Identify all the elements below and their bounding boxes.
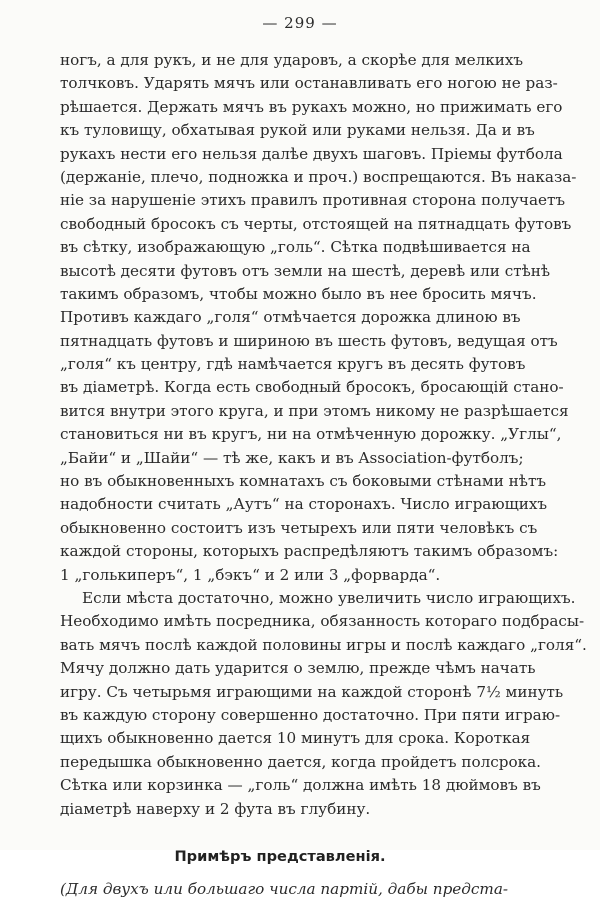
- text-line: Необходимо имѣть посредника, обязанность котораго подбрасы-: [60, 612, 585, 631]
- text-line: къ туловищу, обхатывая рукой или руками нельзя. Да и въ: [60, 121, 535, 140]
- text-line: каждой стороны, которыхъ распредѣляютъ такимъ образомъ:: [60, 542, 559, 561]
- text-line: 1 „голькиперъ“, 1 „бэкъ“ и 2 или 3 „форварда“.: [60, 565, 441, 584]
- text-line: Противъ каждаго „голя“ отмѣчается дорожка длиною въ: [60, 308, 521, 327]
- text-line: въ діаметрѣ. Когда есть свободный бросокъ, бросающій стано-: [60, 378, 564, 397]
- text-line: рукахъ нести его нельзя далѣе двухъ шаговъ. Пріемы футбола: [60, 144, 563, 163]
- text-line: вится внутри этого круга, и при этомъ никому не разрѣшается: [60, 401, 569, 420]
- italic-subline: (Для двухъ или большаго числа партій, дабы предста-: [60, 879, 509, 898]
- text-line: „Байи“ и „Шайи“ — тѣ же, какъ и въ Association-футболъ;: [60, 448, 524, 467]
- text-line: щихъ обыкновенно дается 10 минутъ для срока. Короткая: [60, 729, 531, 748]
- section-heading: Примѣръ представленія.: [174, 847, 386, 865]
- body-text: [60, 49, 587, 901]
- text-line: надобности считать „Аутъ“ на сторонахъ. Число играющихъ: [60, 495, 548, 514]
- text-line: Сѣтка или корзинка — „голь“ должна имѣть 18 дюймовъ въ: [60, 776, 541, 795]
- text-line: свободный бросокъ съ черты, отстоящей на пятнадцать футовъ: [60, 214, 572, 233]
- text-line: вать мячъ послѣ каждой половины игры и послѣ каждаго „голя“.: [60, 635, 587, 654]
- text-line: высотѣ десяти футовъ отъ земли на шестѣ, деревѣ или стѣнѣ: [60, 261, 551, 280]
- text-line: становиться ни въ кругъ, ни на отмѣченную дорожку. „Углы“,: [60, 425, 562, 444]
- text-line: игру. Съ четырьмя играющими на каждой сторонѣ 7½ минуть: [60, 682, 564, 701]
- text-line: такимъ образомъ, чтобы можно было въ нее бросить мячъ.: [60, 284, 537, 303]
- text-line: Мячу должно дать ударится о землю, прежде чѣмъ начать: [60, 659, 536, 678]
- text-line: ніе за нарушеніе этихъ правилъ противная сторона получаетъ: [60, 191, 566, 210]
- paragraph-2: [60, 587, 587, 821]
- text-line: (держаніе, плечо, подножка и проч.) воспрещаются. Въ наказа-: [60, 167, 577, 186]
- page-number: — 299 —: [262, 14, 338, 32]
- text-line: рѣшается. Держать мячъ въ рукахъ можно, но прижимать его: [60, 97, 563, 116]
- text-line: Если мѣста достаточно, можно увеличить число играющихъ.: [82, 588, 576, 607]
- paragraph-1: [60, 49, 577, 587]
- text-line: передышка обыкновенно дается, когда пройдетъ полсрока.: [60, 752, 542, 771]
- text-line: пятнадцать футовъ и шириною въ шесть футовъ, ведущая отъ: [60, 331, 558, 350]
- text-line: обыкновенно состоитъ изъ четырехъ или пяти человѣкъ съ: [60, 518, 538, 537]
- text-line: ногъ, а для рукъ, и не для ударовъ, а скорѣе для мелкихъ: [60, 51, 524, 69]
- text-line: толчковъ. Ударять мячъ или останавливать его ногою не раз-: [60, 74, 558, 93]
- text-line: діаметрѣ наверху и 2 фута въ глубину.: [60, 799, 371, 818]
- section-gap: [60, 821, 500, 845]
- text-line: но въ обыкновенныхъ комнатахъ съ боковыми стѣнами нѣтъ: [60, 472, 547, 491]
- text-line: въ каждую сторону совершенно достаточно. При пяти играю-: [60, 705, 561, 724]
- text-line: „голя“ къ центру, гдѣ намѣчается кругъ въ десять футовъ: [60, 355, 526, 374]
- text-line: въ сѣтку, изображающую „голь“. Сѣтка подвѣшивается на: [60, 238, 531, 257]
